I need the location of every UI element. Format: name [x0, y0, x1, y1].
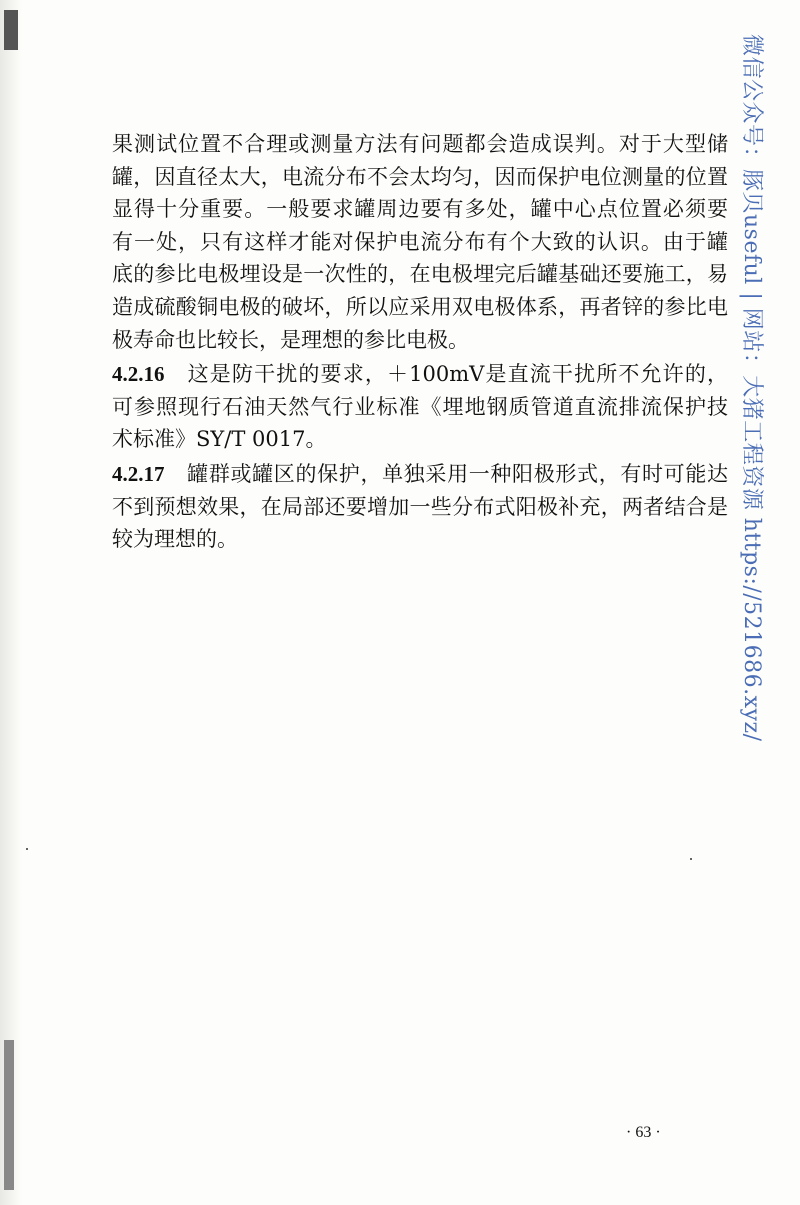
paragraph-line: 不到预想效果，在局部还要增加一些分布式阳极补充，两者结合是: [112, 494, 728, 519]
scan-artifact: [4, 10, 18, 50]
paragraph-line: 显得十分重要。一般要求罐周边要有多处，罐中心点位置必须要: [112, 197, 728, 222]
paragraph-line: 果测试位置不合理或测量方法有问题都会造成误判。对于大型储: [112, 132, 728, 156]
section-4-2-16-first-line: [112, 358, 728, 391]
watermark: 微信公众号：豚贝useful | 网站：大猪工程资源 https://521686.xyz/: [739, 34, 764, 742]
paragraph-line: 术标准》SY/T 0017。: [112, 427, 327, 452]
scan-artifact: [4, 1040, 14, 1190]
scan-edge-shadow: [0, 0, 22, 1205]
paragraph-line: 罐，因直径太大，电流分布不会太均匀，因而保护电位测量的位置: [112, 164, 728, 189]
scan-speck: [26, 848, 28, 850]
section-text: 这是防干扰的要求，＋100mV是直流干扰所不允许的，: [186, 362, 728, 387]
section-number: 4.2.17: [112, 461, 165, 486]
scan-speck: [690, 858, 692, 860]
page-number: · 63 ·: [626, 1124, 661, 1141]
paragraph-line: 极寿命也比较长，是理想的参比电极。: [112, 327, 469, 352]
section-4-2-17-first-line: [112, 458, 728, 491]
body-text: [112, 128, 728, 556]
paragraph-line: 可参照现行石油天然气行业标准《埋地钢质管道直流排流保护技: [112, 394, 728, 419]
paragraph-line: 较为理想的。: [112, 527, 238, 552]
paragraph-line: 造成硫酸铜电极的破坏，所以应采用双电极体系，再者锌的参比电: [112, 294, 728, 319]
paragraph-line: 有一处，只有这样才能对保护电流分布有个大致的认识。由于罐: [112, 229, 728, 254]
paragraph-line: 底的参比电极埋设是一次性的，在电极埋完后罐基础还要施工，易: [112, 262, 728, 287]
section-number: 4.2.16: [112, 362, 165, 387]
section-text: 罐群或罐区的保护，单独采用一种阳极形式，有时可能达: [186, 461, 728, 486]
